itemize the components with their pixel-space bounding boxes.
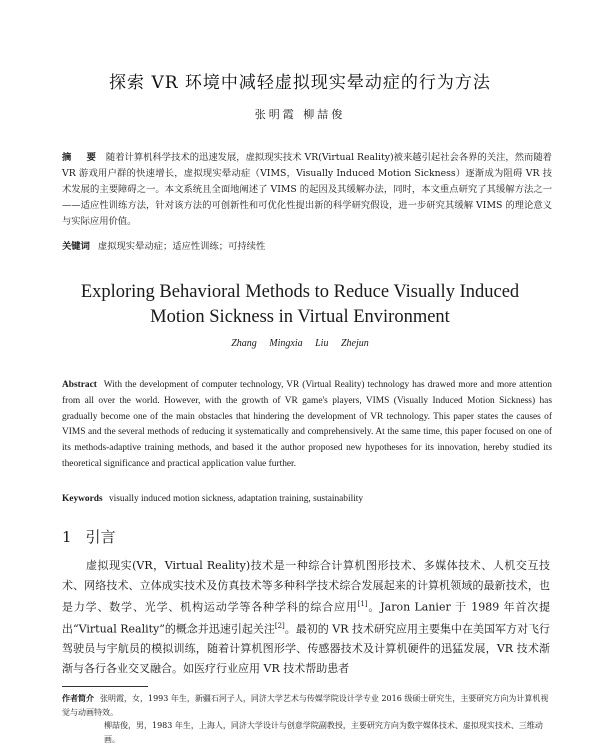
chinese-keywords-text: 虚拟现实晕动症；适应性训练；可持续性 — [97, 241, 266, 252]
body-text-part-2: 。Jaron Lanier 于 1989 年首次提出“Virtual Reality”的概念并迅速引起关注 — [62, 600, 550, 636]
chinese-authors: 张明霞 柳喆俊 — [254, 108, 346, 121]
footnote-author-2: 柳喆俊，男，1983 年生，上海人，同济大学设计与创意学院副教授，主要研究方向为数字媒体技术、虚拟现实技术、三维动画。 — [104, 721, 543, 744]
chinese-abstract-text: 随着计算机科学技术的迅速发展，虚拟现实技术 VR(Virtual Reality)被来越引起社会各界的关注，然而随着 VR 游戏用户群的快速增长，虚拟现实晕动症（VIMS，Visually Induced Motion Sickness）逐渐成为阻碍 VR 技术发展的主要障碍之一。本文系统且全面地阐述了 VIMS 的起因及其缓解办法，同时，本文重点研究了其缓解方法之一——适应性训练方法，针对该方法的可创新性和可优化性提出新的科学研究假设，进一步研究其缓解 VIMS 的理论意义与实际应用价值。 — [62, 152, 552, 227]
english-title-line-2: Motion Sickness in Virtual Environment — [150, 307, 450, 327]
chinese-keywords-label: 关键词 — [62, 241, 90, 252]
footnote-line-1 — [62, 692, 552, 719]
footnote-author-1: 张明霞，女，1993 年生，新疆石河子人，同济大学艺术与传媒学院设计学专业 2016 级硕士研究生，主要研究方向为计算机视觉与动画特效。 — [62, 694, 549, 717]
footnote-divider — [62, 686, 148, 687]
english-authors: Zhang Mingxia Liu Zhejun — [231, 338, 369, 349]
section-heading — [62, 526, 116, 547]
section-title: 引言 — [85, 528, 116, 546]
english-title-line-1: Exploring Behavioral Methods to Reduce Visually Induced — [80, 282, 520, 302]
chinese-title: 探索 VR 环境中减轻虚拟现实晕动症的行为方法 — [109, 73, 491, 93]
chinese-keywords — [62, 238, 552, 252]
chinese-abstract — [62, 150, 552, 230]
citation-2: [2] — [274, 622, 285, 631]
footnote-label: 作者简介 — [62, 693, 94, 703]
english-abstract — [62, 378, 552, 473]
english-keywords-label: Keywords — [62, 494, 103, 504]
chinese-abstract-label: 摘 要 — [62, 152, 102, 163]
citation-1: [1] — [357, 600, 368, 608]
body-text-part-1: 虚拟现实(VR，Virtual Reality)技术是一种综合计算机图形技术、多媒体技术、人机交互技术、网络技术、立体成实技术及仿真技术等多种科学技术综合发展起来的计算机领域的最新技术，也是力学、数学、光学、机构运动学等各种学科的综合应用 — [62, 559, 550, 614]
english-keywords-text: visually induced motion sickness, adaptation training, sustainability — [108, 494, 364, 504]
body-paragraph — [62, 556, 550, 678]
section-number: 1 — [62, 528, 72, 546]
author-footnote — [62, 692, 552, 746]
english-keywords — [62, 494, 552, 504]
english-title — [0, 280, 600, 330]
english-abstract-label: Abstract — [62, 380, 97, 390]
body-text-part-3: 。最初的 VR 技术研究应用主要集中在美国军方对飞行驾驶员与宇航员的模拟训练，随着计算机图形学、传感器技术及计算机硬件的迅猛发展，VR 技术渐渐与各行各业交叉融合。如医疗行业应用 VR 技术帮助患者 — [62, 622, 551, 675]
english-abstract-text: With the development of computer technology, VR (Virtual Reality) technology has drawed more and more attention from all over the world. However, with the growth of VR game's players, VIMS (Visually Induced Motion Sickness) has gradually become one of the main obstacles that hindering the development of VR technology. This paper states the causes of VIMS and the several methods of reducing it systematically and comprehensively. At the same time, this paper focused on one of its methods-adaptive training methods, and based it the author proposed new hypotheses for its innovation, hereby studied its theoretical significance and practical application value further. — [62, 380, 552, 469]
